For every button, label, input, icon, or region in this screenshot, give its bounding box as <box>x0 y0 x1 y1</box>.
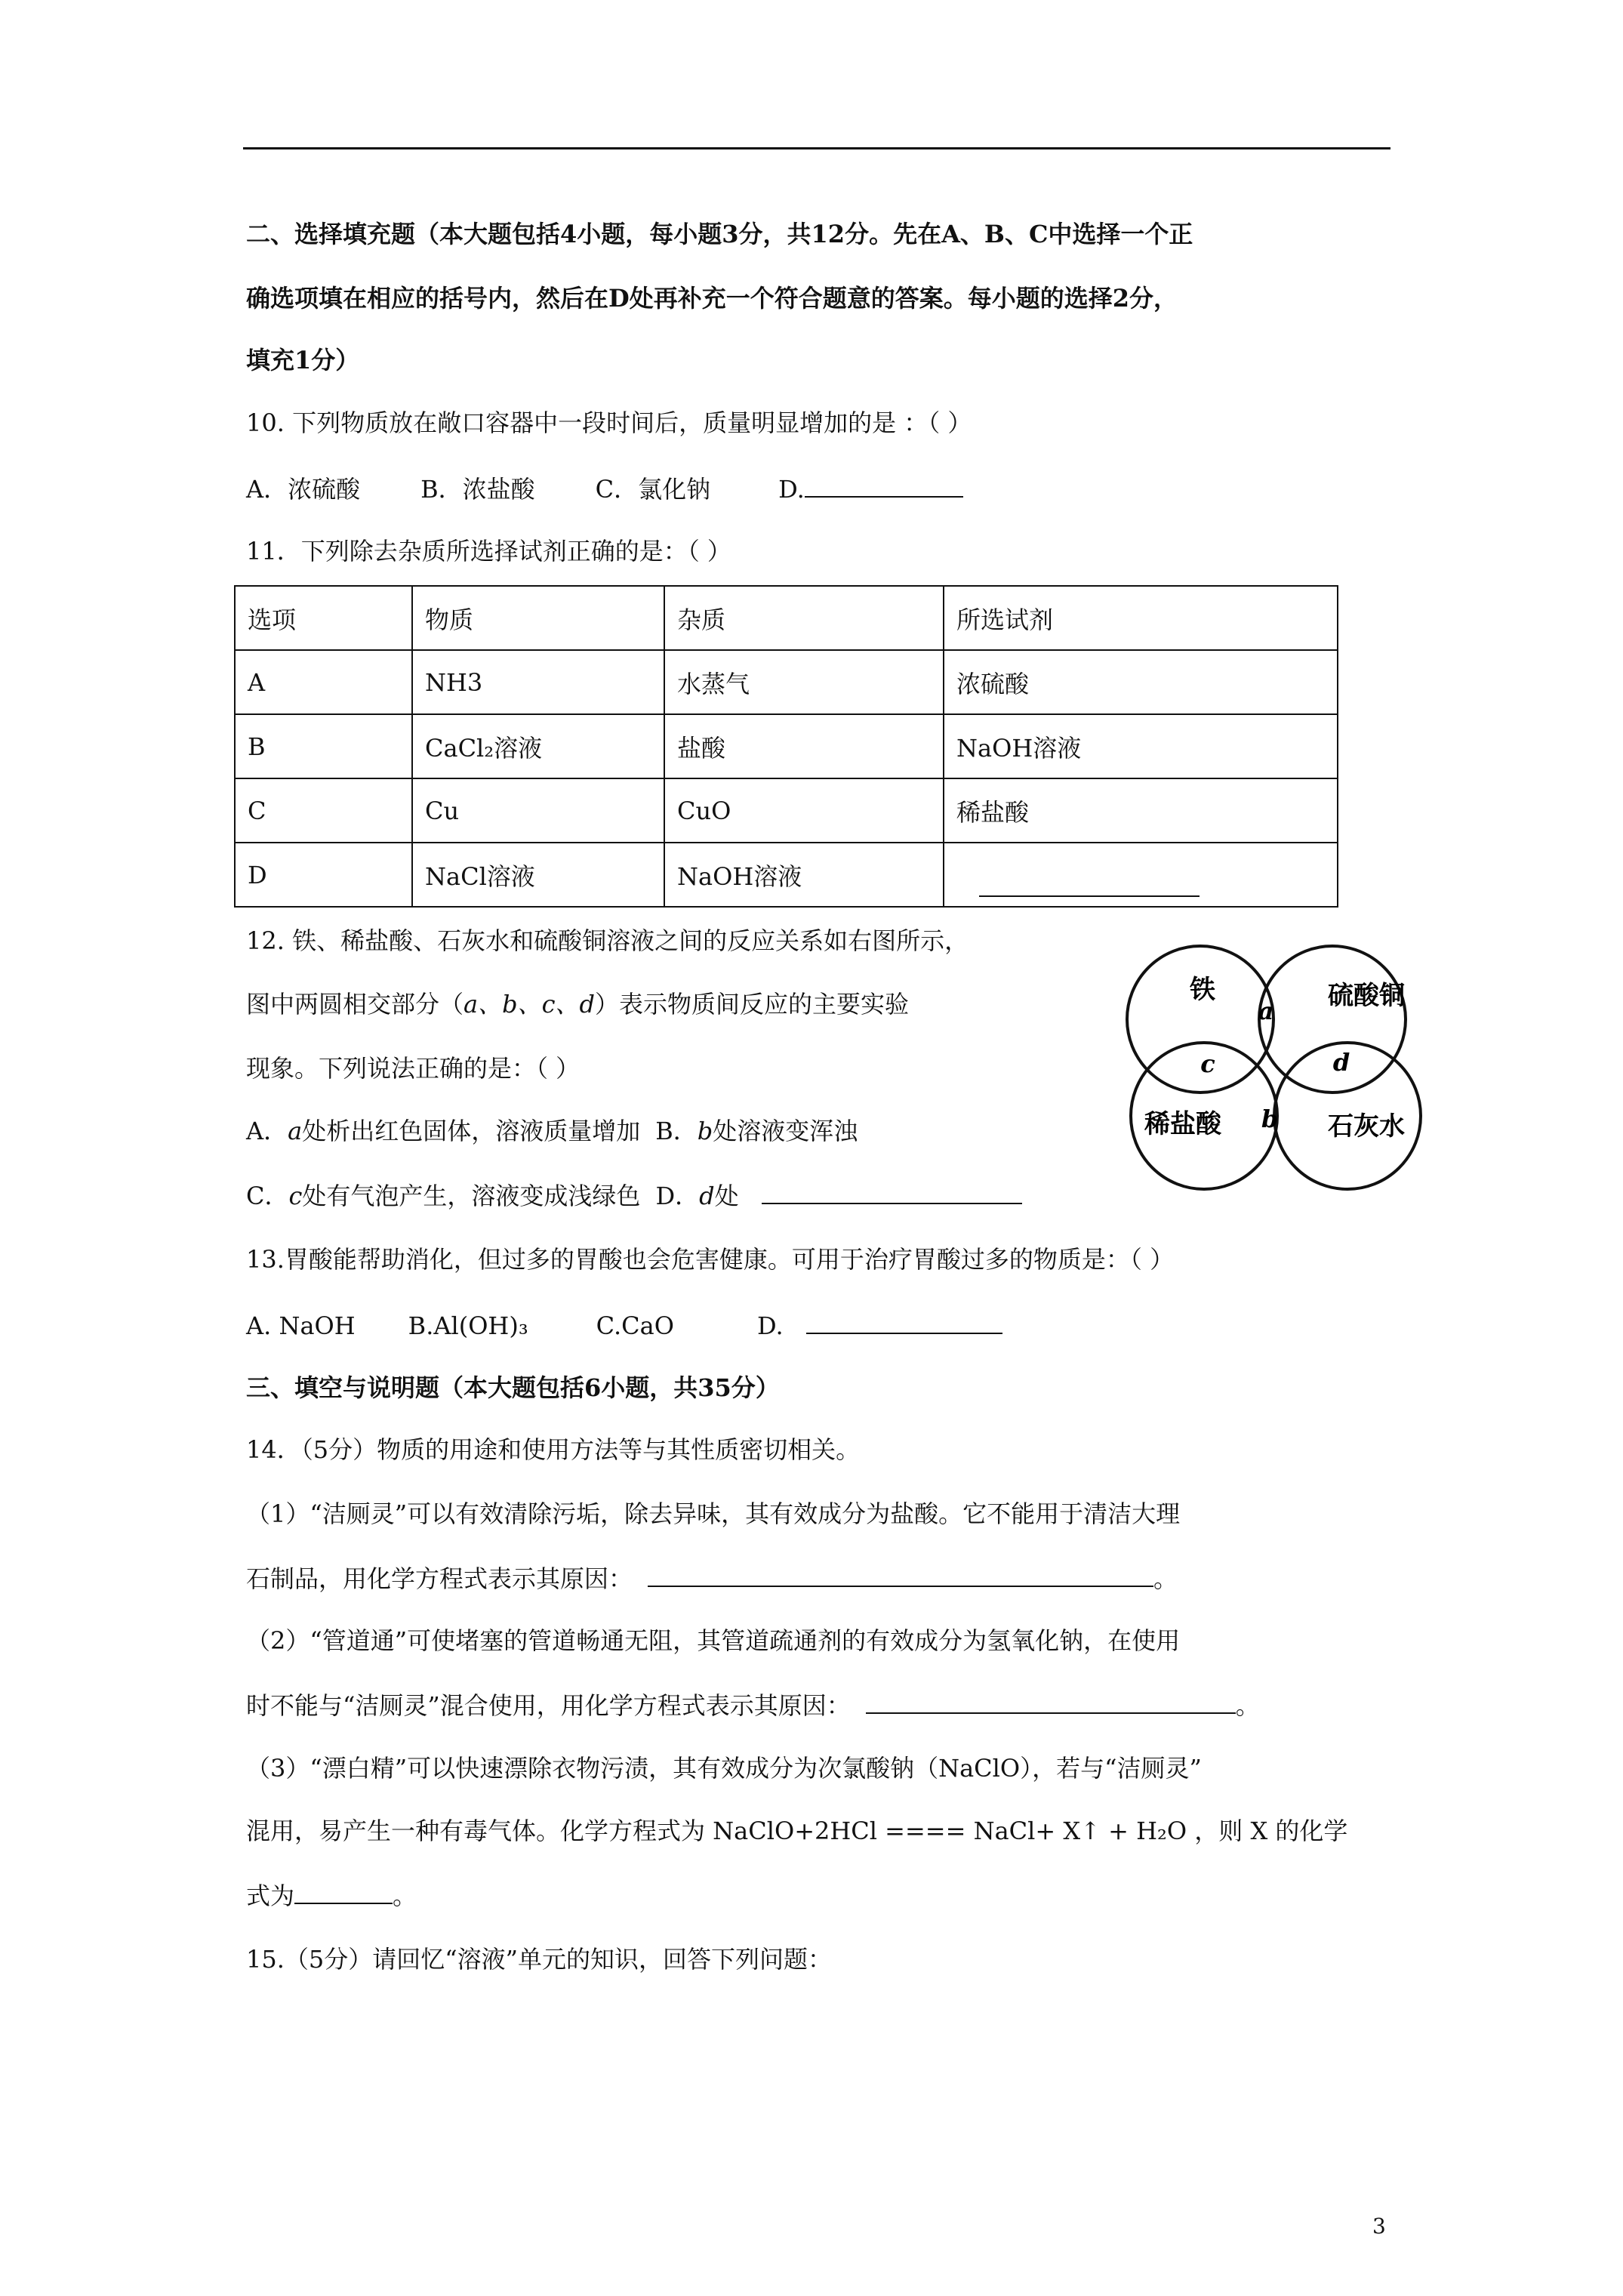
header-rule <box>243 147 1390 149</box>
q12-answer-blank <box>762 1180 1022 1204</box>
table-cell <box>944 843 1338 907</box>
section2-line2: 确选项填在相应的括号内，然后在D处再补充一个符合题意的答案。每小题的选择2分， <box>246 284 1178 313</box>
table-header-cell: 物质 <box>412 586 664 650</box>
q12-options-cd: C．c处有气泡产生，溶液变成浅绿色 D．d处 <box>246 1180 1022 1211</box>
table-cell: CaCl₂溶液 <box>412 714 664 778</box>
table-header-cell: 选项 <box>235 586 412 650</box>
q14-stem: 14．（5分）物质的用途和使用方法等与其性质密切相关。 <box>246 1435 861 1464</box>
q14-p1-line2: 石制品，用化学方程式表示其原因： 。 <box>246 1564 1178 1593</box>
venn-region-c: c <box>1200 1049 1215 1078</box>
q13-answer-blank <box>806 1310 1002 1334</box>
q10-option-c: C．氯化钠 <box>595 475 711 504</box>
section3-title: 三、填空与说明题（本大题包括6小题，共35分） <box>246 1373 780 1402</box>
table-cell: D <box>235 843 412 907</box>
q13-option-c: C.CaO <box>596 1311 674 1340</box>
table-header-cell: 杂质 <box>664 586 944 650</box>
q10-stem: 10. 下列物质放在敞口容器中一段时间后，质量明显增加的是 ：（ ） <box>246 408 972 437</box>
venn-label-limewater: 石灰水 <box>1328 1111 1405 1142</box>
table-cell: B <box>235 714 412 778</box>
q12-line1: 12. 铁、稀盐酸、石灰水和硫酸铜溶液之间的反应关系如右图所示， <box>246 926 969 955</box>
q14-p3-line2: 混用，易产生一种有毒气体。化学方程式为 NaClO+2HCl ==== NaCl+ X↑ + H₂O ，则 X 的化学 <box>246 1817 1348 1845</box>
q10-option-b: B．浓盐酸 <box>420 475 535 504</box>
table-header-row <box>235 586 1338 650</box>
table-cell: CuO <box>664 778 944 843</box>
q14-p2-blank <box>866 1690 1236 1714</box>
table-row <box>235 650 1338 714</box>
q11-answer-blank <box>979 873 1200 897</box>
venn-label-iron: 铁 <box>1190 975 1215 1005</box>
q11-table <box>234 585 1338 908</box>
q14-p1-blank <box>648 1563 1153 1587</box>
table-row <box>235 778 1338 843</box>
table-cell: 稀盐酸 <box>944 778 1338 843</box>
venn-label-copper-sulfate: 硫酸铜 <box>1328 981 1405 1011</box>
q13-option-d: D. <box>756 1311 784 1340</box>
q13-option-a: A. NaOH <box>246 1311 356 1340</box>
venn-region-d: d <box>1332 1048 1350 1077</box>
q13-stem: 13.胃酸能帮助消化，但过多的胃酸也会危害健康。可用于治疗胃酸过多的物质是：（ ） <box>246 1245 1175 1274</box>
venn-diagram <box>1121 944 1446 1193</box>
q10-option-a: A．浓硫酸 <box>246 475 361 504</box>
q12-options-ab: A．a处析出红色固体，溶液质量增加 B．b处溶液变浑浊 <box>246 1117 858 1145</box>
section2-line1: 二、选择填充题（本大题包括4小题，每小题3分，共12分。先在A、B、C中选择一个正 <box>246 220 1193 248</box>
table-cell: NH3 <box>412 650 664 714</box>
q14-p3-line1: （3）“漂白精”可以快速漂除衣物污渍，其有效成分为次氯酸钠（NaClO），若与“洁厕灵” <box>246 1754 1202 1783</box>
section2-line3: 填充1分） <box>246 346 360 374</box>
q12-line2: 图中两圆相交部分（a、b、c、d）表示物质间反应的主要实验 <box>246 990 910 1019</box>
q14-p3-line3: 式为 。 <box>246 1881 417 1910</box>
table-cell: 水蒸气 <box>664 650 944 714</box>
table-row <box>235 843 1338 907</box>
table-row <box>235 714 1338 778</box>
page-number: 3 <box>1372 2214 1386 2239</box>
q10-option-d: D. <box>778 475 805 504</box>
venn-region-b: b <box>1261 1105 1279 1133</box>
table-cell: C <box>235 778 412 843</box>
table-cell: NaCl溶液 <box>412 843 664 907</box>
q13-option-b: B.Al(OH)₃ <box>408 1311 528 1340</box>
q14-p2-line2: 时不能与“洁厕灵”混合使用，用化学方程式表示其原因： 。 <box>246 1691 1260 1720</box>
q13-options <box>246 1310 1002 1341</box>
q14-p1-line1: （1）“洁厕灵”可以有效清除污垢，除去异味，其有效成分为盐酸。它不能用于清洁大理 <box>246 1499 1181 1528</box>
q11-stem: 11．下列除去杂质所选择试剂正确的是：（ ） <box>246 537 731 566</box>
q10-options <box>246 473 963 504</box>
table-cell: Cu <box>412 778 664 843</box>
table-header-cell: 所选试剂 <box>944 586 1338 650</box>
q14-p2-line1: （2）“管道通”可使堵塞的管道畅通无阻，其管道疏通剂的有效成分为氢氧化钠，在使用 <box>246 1626 1181 1655</box>
table-cell: NaOH溶液 <box>944 714 1338 778</box>
q15-stem: 15.（5分）请回忆“溶液”单元的知识，回答下列问题： <box>246 1945 832 1974</box>
venn-label-dilute-hcl: 稀盐酸 <box>1144 1109 1221 1139</box>
q10-answer-blank <box>805 473 963 498</box>
venn-region-a: a <box>1258 997 1274 1025</box>
table-cell: 盐酸 <box>664 714 944 778</box>
table-cell: A <box>235 650 412 714</box>
q12-line3: 现象。下列说法正确的是：（ ） <box>246 1054 581 1083</box>
table-cell: NaOH溶液 <box>664 843 944 907</box>
table-cell: 浓硫酸 <box>944 650 1338 714</box>
q14-p3-blank <box>294 1880 393 1904</box>
